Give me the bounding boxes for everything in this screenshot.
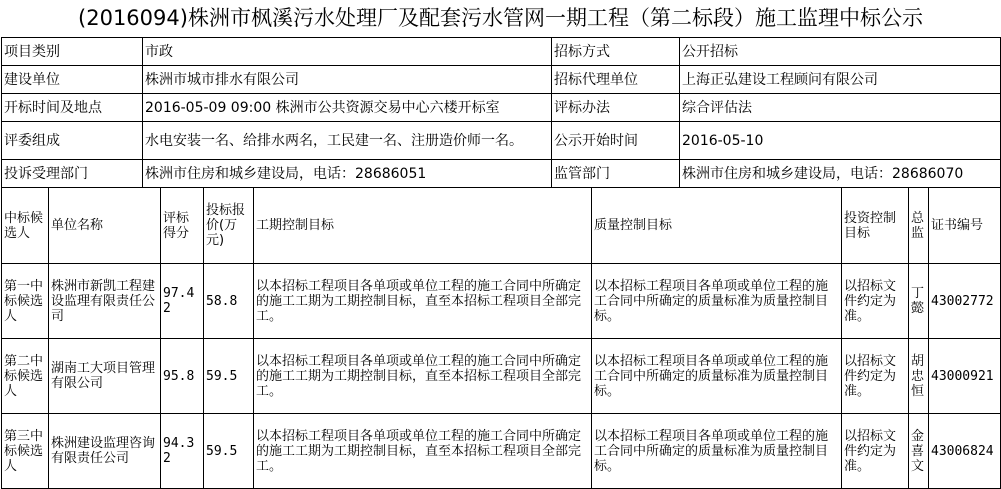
schedule-target: 以本招标工程项目各单项或单位工程的施工合同中所确定的施工工期为工期控制目标，直至本招标工程项目全部完工。 <box>254 264 592 339</box>
info-label: 评标办法 <box>552 94 680 122</box>
info-label: 公示开始时间 <box>552 122 680 160</box>
company-name: 湖南工大项目管理有限公司 <box>49 339 161 414</box>
info-label: 项目类别 <box>2 38 143 66</box>
chief-supervisor: 丁懿 <box>909 264 929 339</box>
score: 94.32 <box>161 414 204 489</box>
bid-price: 59.5 <box>204 414 254 489</box>
investment-target: 以招标文件约定为准。 <box>842 339 909 414</box>
header-cell: 投资控制目标 <box>842 188 909 264</box>
chief-supervisor: 金喜文 <box>909 414 929 489</box>
header-cell: 证书编号 <box>929 188 1001 264</box>
header-cell: 总监 <box>909 188 929 264</box>
schedule-target: 以本招标工程项目各单项或单位工程的施工合同中所确定的施工工期为工期控制目标，直至本招标工程项目全部完工。 <box>254 414 592 489</box>
info-value: 2016-05-09 09:00 株洲市公共资源交易中心六楼开标室 <box>143 94 552 122</box>
schedule-target: 以本招标工程项目各单项或单位工程的施工合同中所确定的施工工期为工期控制目标，直至本招标工程项目全部完工。 <box>254 339 592 414</box>
chief-supervisor: 胡忠恒 <box>909 339 929 414</box>
info-label: 投诉受理部门 <box>2 160 143 188</box>
info-value: 市政 <box>143 38 552 66</box>
info-label: 监管部门 <box>552 160 680 188</box>
info-row <box>2 122 1001 160</box>
company-name: 株洲市新凯工程建设监理有限责任公司 <box>49 264 161 339</box>
company-name: 株洲建设监理咨询有限责任公司 <box>49 414 161 489</box>
certificate-number: 43000921 <box>929 339 1001 414</box>
candidates-table <box>1 187 1001 489</box>
info-row <box>2 94 1001 122</box>
info-row <box>2 66 1001 94</box>
info-label: 开标时间及地点 <box>2 94 143 122</box>
info-label: 建设单位 <box>2 66 143 94</box>
candidate-rank: 第二中标候选人 <box>2 339 49 414</box>
info-label: 招标代理单位 <box>552 66 680 94</box>
candidate-row <box>2 339 1001 414</box>
info-value: 株洲市住房和城乡建设局，电话：28686051 <box>143 160 552 188</box>
info-value: 株洲市城市排水有限公司 <box>143 66 552 94</box>
bid-price: 59.5 <box>204 339 254 414</box>
quality-target: 以本招标工程项目各单项或单位工程的施工合同中所确定的质量标准为质量控制目标。 <box>592 414 842 489</box>
info-value: 公开招标 <box>680 38 1001 66</box>
header-cell: 中标候选人 <box>2 188 49 264</box>
investment-target: 以招标文件约定为准。 <box>842 264 909 339</box>
info-value: 2016-05-10 <box>680 122 1001 160</box>
info-value: 上海正弘建设工程顾问有限公司 <box>680 66 1001 94</box>
investment-target: 以招标文件约定为准。 <box>842 414 909 489</box>
info-value: 综合评估法 <box>680 94 1001 122</box>
info-row <box>2 38 1001 66</box>
candidate-row <box>2 264 1001 339</box>
info-label: 评委组成 <box>2 122 143 160</box>
quality-target: 以本招标工程项目各单项或单位工程的施工合同中所确定的质量标准为质量控制目标。 <box>592 339 842 414</box>
info-row <box>2 160 1001 188</box>
info-value: 水电安装一名、给排水两名，工民建一名、注册造价师一名。 <box>143 122 552 160</box>
info-value: 株洲市住房和城乡建设局，电话：28686070 <box>680 160 1001 188</box>
candidates-header-row <box>2 188 1001 264</box>
candidate-row <box>2 414 1001 489</box>
header-cell: 评标得分 <box>161 188 204 264</box>
header-cell: 单位名称 <box>49 188 161 264</box>
header-cell: 投标报价(万元) <box>204 188 254 264</box>
info-label: 招标方式 <box>552 38 680 66</box>
quality-target: 以本招标工程项目各单项或单位工程的施工合同中所确定的质量标准为质量控制目标。 <box>592 264 842 339</box>
score: 97.42 <box>161 264 204 339</box>
candidate-rank: 第一中标候选人 <box>2 264 49 339</box>
certificate-number: 43002772 <box>929 264 1001 339</box>
candidate-rank: 第三中标候选人 <box>2 414 49 489</box>
header-cell: 质量控制目标 <box>592 188 842 264</box>
page-title: (2016094)株洲市枫溪污水处理厂及配套污水管网一期工程（第二标段）施工监理中标公示 <box>78 6 923 30</box>
header-cell: 工期控制目标 <box>254 188 592 264</box>
bid-price: 58.8 <box>204 264 254 339</box>
certificate-number: 43006824 <box>929 414 1001 489</box>
project-info-table <box>1 37 1001 188</box>
score: 95.8 <box>161 339 204 414</box>
